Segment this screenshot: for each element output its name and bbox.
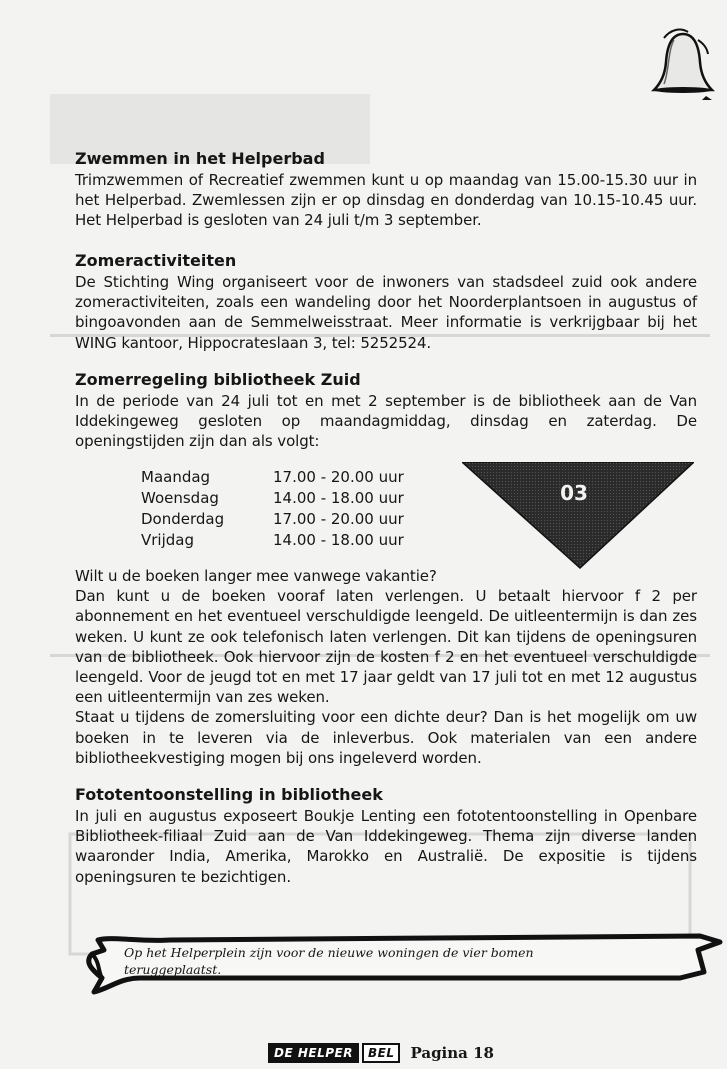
section-title: Zomerregeling bibliotheek Zuid — [75, 370, 361, 389]
pennant-label: 03 — [560, 481, 588, 505]
page-footer — [268, 1042, 494, 1064]
section-bibliotheek-verlengen — [75, 566, 697, 768]
pennant-icon — [462, 462, 694, 570]
section-title: Fototentoonstelling in bibliotheek — [75, 785, 383, 804]
hours-time: 14.00 - 18.00 uur — [273, 531, 404, 549]
hours-time: 14.00 - 18.00 uur — [273, 489, 404, 507]
opening-hours-list — [141, 467, 404, 551]
bell-icon — [650, 28, 716, 104]
logo-bel: BEL — [362, 1043, 401, 1063]
section-bibliotheek — [75, 369, 697, 452]
hours-time: 17.00 - 20.00 uur — [273, 468, 404, 486]
section-zwemmen — [75, 148, 697, 231]
section-body: In de periode van 24 juli tot en met 2 september is de bibliotheek aan de Van Iddekingeweg gesloten op maandagmiddag, dinsdag en zaterdag. De openingstijden zijn dan als volgt: — [75, 392, 697, 451]
note-text: Op het Helperplein zijn voor de nieuwe woningen de vier bomen teruggeplaatst. — [124, 945, 534, 977]
hours-row — [141, 509, 404, 530]
hours-row — [141, 467, 404, 488]
section-title: Zomeractiviteiten — [75, 251, 237, 270]
hours-day: Maandag — [141, 468, 211, 486]
section-fototentoonstelling — [75, 784, 697, 887]
hours-day: Woensdag — [141, 489, 219, 507]
section-title: Zwemmen in het Helperbad — [75, 149, 325, 168]
section-body: De Stichting Wing organiseert voor de inwoners van stadsdeel zuid ook andere zomeractiviteiten, zoals een wandeling door het Noorderplantsoen in augustus of bingoavonden aan de Semmelweisstraat. Meer informatie is verkrijgbaar bij het WING kantoor, Hippocrateslaan 3, tel: 5252524. — [75, 273, 697, 352]
page-number: Pagina 18 — [410, 1044, 494, 1062]
section-zomeractiviteiten — [75, 250, 697, 353]
section-body: Staat u tijdens de zomersluiting voor een dichte deur? Dan is het mogelijk om uw boeken in te leveren via de inleverbus. Ook materialen van een andere bibliotheekvestiging mogen bij ons ingeleverd worden. — [75, 708, 697, 767]
hours-day: Donderdag — [141, 510, 225, 528]
hours-row — [141, 530, 404, 551]
hours-row — [141, 488, 404, 509]
section-body: Wilt u de boeken langer mee vanwege vakantie? — [75, 567, 437, 585]
hours-day: Vrijdag — [141, 531, 194, 549]
section-body: Dan kunt u de boeken vooraf laten verlengen. U betaalt hiervoor f 2 per abonnement en het eventueel verschuldigde leengeld. De uitleentermijn is dan zes weken. U kunt ze ook telefonisch laten verlengen. Dit kan tijdens de openingsuren van de bibliotheek. Ook hiervoor zijn de kosten f 2 en het eventueel verschuldigde leengeld. Voor de jeugd tot en met 17 jaar geldt van 17 juli tot en met 12 augustus een uitleentermijn van zes weken. — [75, 587, 697, 707]
section-body: Trimzwemmen of Recreatief zwemmen kunt u op maandag van 15.00-15.30 uur in het Helperbad. Zwemlessen zijn er op dinsdag en donderdag van 10.15-10.45 uur. Het Helperbad is gesloten van 24 juli t/m 3 september. — [75, 171, 697, 230]
section-body: In juli en augustus exposeert Boukje Lenting een fototentoonstelling in Openbare Bibliotheek-filiaal Zuid aan de Van Iddekingeweg. Thema zijn diverse landen waaronder India, Amerika, Marokko en Australië. De expositie is tijdens openingsuren te bezichtigen. — [75, 807, 697, 886]
hours-time: 17.00 - 20.00 uur — [273, 510, 404, 528]
logo-de-helper: DE HELPER — [268, 1043, 359, 1063]
